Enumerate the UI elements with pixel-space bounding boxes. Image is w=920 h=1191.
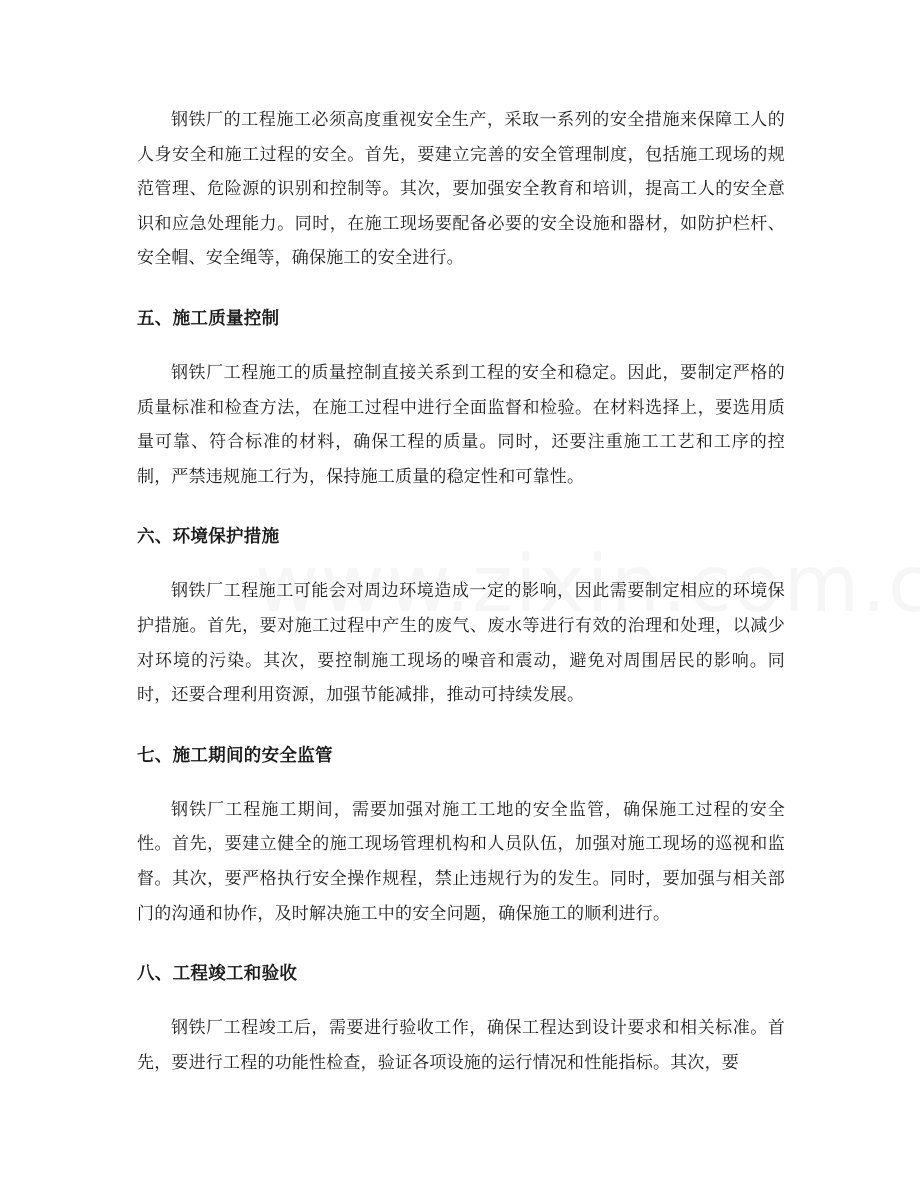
heading-quality-control: 五、施工质量控制 <box>137 308 280 329</box>
paragraph-safety-supervision: 钢铁厂工程施工期间，需要加强对施工工地的安全监管，确保施工过程的安全性。首先，要建立健全的施工现场管理机构和人员队伍，加强对施工现场的巡视和监督。其次，要严格执行安全操作规程，禁止违规行为的发生。同时，要加强与相关部门的沟通和协作，及时解决施工中的安全问题，确保施工的顺利进行。 <box>137 799 785 924</box>
paragraph-quality-control: 钢铁厂工程施工的质量控制直接关系到工程的安全和稳定。因此，要制定严格的质量标准和检查方法，在施工过程中进行全面监督和检验。在材料选择上，要选用质量可靠、符合标准的材料，确保工程的质量。同时，还要注重施工工艺和工序的控制，严禁违规施工行为，保持施工质量的稳定性和可靠性。 <box>137 362 785 487</box>
paragraph-environment: 钢铁厂工程施工可能会对周边环境造成一定的影响，因此需要制定相应的环境保护措施。首先，要对施工过程中产生的废气、废水等进行有效的治理和处理，以减少对环境的污染。其次，要控制施工现场的噪音和震动，避免对周围居民的影响。同时，还要合理利用资源，加强节能减排，推动可持续发展。 <box>137 581 785 706</box>
heading-safety-supervision: 七、施工期间的安全监管 <box>137 745 333 766</box>
paragraph-safety: 钢铁厂的工程施工必须高度重视安全生产，采取一系列的安全措施来保障工人的人身安全和施工过程的安全。首先，要建立完善的安全管理制度，包括施工现场的规范管理、危险源的识别和控制等。其次，要加强安全教育和培训，提高工人的安全意识和应急处理能力。同时，在施工现场要配备必要的安全设施和器材，如防护栏杆、安全帽、安全绳等，确保施工的安全进行。 <box>137 110 785 269</box>
document-body <box>137 103 785 1080</box>
paragraph-completion-acceptance: 钢铁厂工程竣工后，需要进行验收工作，确保工程达到设计要求和相关标准。首先，要进行工程的功能性检查，验证各项设施的运行情况和性能指标。其次，要 <box>137 1018 785 1073</box>
heading-completion-acceptance: 八、工程竣工和验收 <box>137 964 298 985</box>
heading-environment: 六、环境保护措施 <box>137 527 280 548</box>
